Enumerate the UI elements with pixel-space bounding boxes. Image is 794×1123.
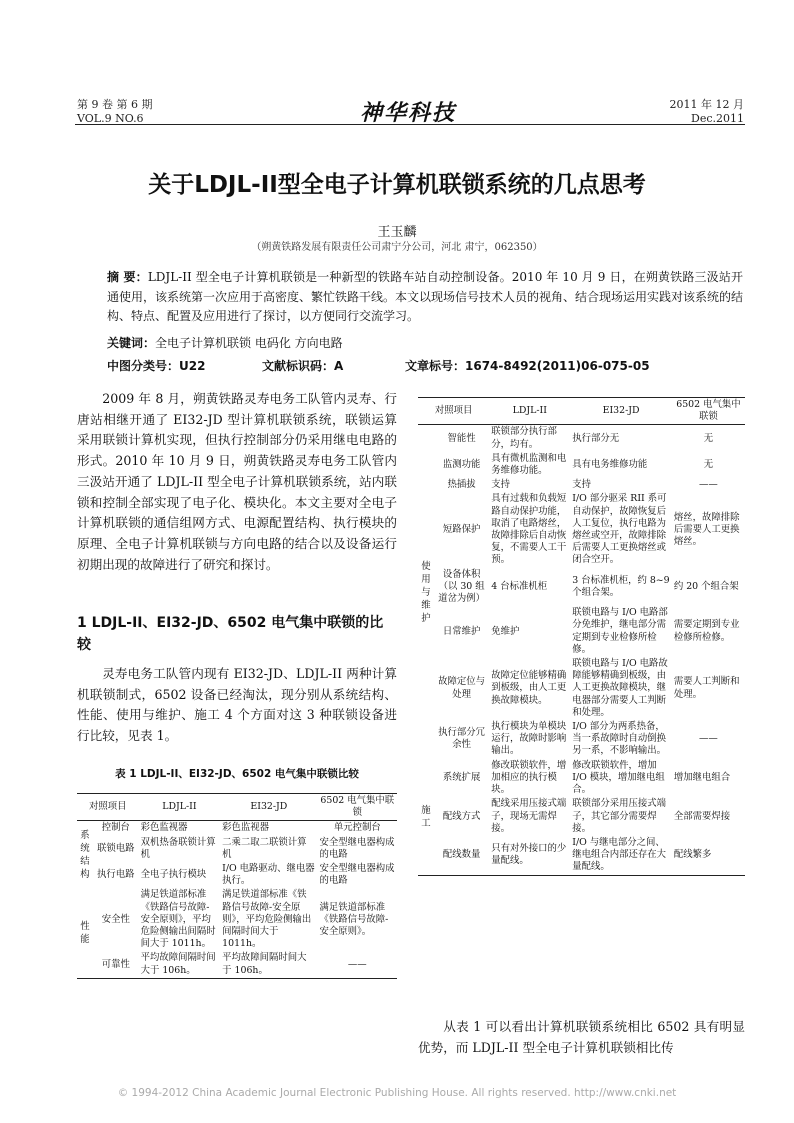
table-header: EI32-JD (602, 405, 640, 417)
table-header-row (77, 794, 397, 821)
table-cell: 需要人工判断和处理。 (673, 676, 740, 700)
table-cell: 全电子执行模块 (140, 869, 207, 881)
table-row (77, 888, 397, 951)
affiliation: （朔黄铁路发展有限责任公司肃宁分公司，河北 肃宁，062350） (251, 242, 543, 253)
table-cell: 联锁电路与 I/O 电路部分免维护，继电部分需定期到专业检修所检修。 (572, 607, 668, 655)
table-cell: 满足铁道部标准《铁路信号故障-安全原则》，平均危险侧输出间隔时间大于 1011h。 (140, 889, 216, 950)
copyright-footer: © 1994-2012 China Academic Journal Electronic Publishing House. All rights reserved. http://www.cnki.net (117, 1087, 677, 1099)
table-cell: 支持 (572, 479, 592, 491)
table-row (418, 425, 745, 452)
table-cell: 热插拔 (447, 479, 476, 491)
table-header: 6502 电气集中联锁 (676, 399, 741, 423)
table-header: 6502 电气集中联锁 (320, 795, 395, 819)
section-heading-1: 1 LDJL-II、EI32-JD、6502 电气集中联锁的比较 (77, 615, 384, 653)
conclusion-paragraph: 从表 1 可以看出计算机联锁系统相比 6502 具有明显优势，而 LDJL-II 型全电子计算机联锁相比传 (418, 1019, 745, 1055)
keywords-label: 关键词： (107, 336, 156, 350)
table-cell: 安全型继电器构成的电路 (319, 863, 395, 887)
table-cell: 智能性 (447, 432, 476, 444)
table-row (77, 862, 397, 888)
table-cell: 二乘二取二联锁计算机 (222, 836, 307, 860)
table-cell: 安全型继电器构成的电路 (319, 836, 395, 860)
table-cell: —— (347, 958, 367, 970)
table-cell: 具有微机监测和电务维修功能。 (491, 452, 567, 477)
table-cell: —— (699, 479, 718, 491)
keywords (107, 334, 343, 351)
group-label-construction: 施工 (418, 759, 434, 875)
table-cell: 故障定位能够精确到板级，由人工更换故障模块。 (491, 670, 567, 706)
comparison-table-left (77, 793, 397, 979)
table-cell: 单元控制台 (333, 822, 381, 834)
table-cell: 彩色监视器 (140, 822, 188, 834)
table-header: 对照项目 (434, 405, 473, 417)
comparison-table-right (418, 397, 745, 876)
table-cell: 联锁电路与 I/O 电路故障能够精确到板级，由人工更换故障模块，继电器部分需要人工判断和处理。 (572, 658, 668, 718)
table-cell: 设备体积（以 30 组道岔为例） (438, 568, 486, 605)
table-caption: 表 1 LDJL-II、EI32-JD、6502 电气集中联锁比较 (115, 768, 359, 780)
journal-logo: 神华科技 (360, 100, 457, 126)
header-rule (75, 124, 745, 125)
article-number: 文章标号：1674-8492(2011)06-075-05 (405, 359, 650, 373)
table-cell: 配线采用压接式端子，现场无需焊接。 (491, 798, 567, 834)
table-cell: 日常维护 (442, 625, 481, 637)
group-label-structure: 系统结构 (80, 829, 90, 880)
table-row (418, 836, 745, 875)
table-cell: 彩色监视器 (222, 822, 270, 834)
table-cell: 3 台标准机柜，约 8~9 个组合架。 (572, 574, 670, 598)
abstract-text: LDJL-II 型全电子计算机联锁是一种新型的铁路车站自动控制设备。2010 年 10 月 9 日，在朔黄铁路三汲站开通使用，该系统第一次应用于高密度、繁忙铁路干线。本文以现场信号技术人员的视角、结合现场运用实践对该系统的结构、特点、配置及应用进行了探讨，以方便同行交流学习。 (107, 270, 744, 323)
table-cell: 故障定位与处理 (438, 676, 486, 700)
table-cell: 控制台 (101, 822, 130, 834)
table-row (77, 951, 397, 978)
table-row (418, 452, 745, 478)
table-row (77, 836, 397, 862)
table-row (418, 720, 745, 759)
table-cell: 免维护 (491, 625, 520, 637)
table-cell: 全部需要焊接 (673, 810, 731, 822)
abstract-label: 摘 要： (107, 270, 148, 284)
table-cell: 修改联锁软件，增加 I/O 模块，增加继电组合。 (572, 759, 665, 796)
table-cell: 平均故障间隔时间大于 106h。 (222, 952, 307, 976)
table-header: 对照项目 (89, 801, 127, 813)
table-cell: 执行部分无 (572, 432, 620, 444)
table-cell: 增加继电组合 (673, 771, 731, 783)
table-cell: 支持 (491, 479, 511, 491)
table-cell: 修改联锁软件，增加相应的执行模块。 (491, 759, 567, 796)
table-cell: 具有过载和负载短路自动保护功能，取消了电路熔丝，故障排除后自动恢复，不需要人工干预。 (491, 493, 567, 566)
table-cell: 无 (703, 432, 714, 444)
table-cell: I/O 与继电部分之间、继电组合内部还存在大量配线。 (572, 836, 667, 873)
table-cell: 联锁电路 (97, 842, 135, 854)
table-cell: —— (699, 733, 718, 745)
table-row (418, 606, 745, 657)
table-header: LDJL-II (512, 405, 547, 417)
journal-volume-cn: 第 9 卷 第 6 期 (77, 98, 153, 111)
table-cell: 需要定期到专业检修所检修。 (673, 619, 740, 643)
table-cell: 只有对外接口的少量配线。 (491, 843, 567, 867)
table-cell: 监测功能 (442, 458, 481, 470)
clc-number: 中图分类号：U22 (107, 359, 206, 373)
paper-title: 关于LDJL-II型全电子计算机联锁系统的几点思考 (148, 172, 646, 198)
table-row (418, 657, 745, 720)
table-cell: 系统扩展 (442, 771, 481, 783)
table-cell: 配线方式 (442, 810, 481, 822)
abstract (107, 268, 743, 327)
table-cell: 短路保护 (442, 523, 481, 535)
table-header: LDJL-II (162, 801, 197, 813)
group-label-performance: 性能 (77, 888, 93, 978)
table-cell: 联锁部分采用压接式端子，其它部分需要焊接。 (572, 798, 667, 834)
group-label-maintenance: 使用与维护 (421, 560, 431, 624)
table-cell: 4 台标准机柜 (491, 580, 548, 592)
table-cell: 执行部分冗余性 (438, 727, 486, 751)
journal-volume-en: VOL.9 NO.6 (77, 112, 144, 125)
table-row (418, 759, 745, 798)
comparison-paragraph: 灵寿电务工队管内现有 EI32-JD、LDJL-II 两种计算机联锁制式，6502 设备已经淘汰，现分别从系统结构、性能、使用与维护、施工 4 个方面对这 3 种联锁设备进行比较，见表 1。 (77, 666, 397, 744)
table-cell: 配线繁多 (673, 849, 712, 861)
table-cell: I/O 部分驱采 RII 系可自动保护，故障恢复后人工复位，执行电路为熔丝或空开，故障排除后需要人工更换熔丝或闭合空开。 (572, 493, 667, 566)
table-cell: 平均故障间隔时间大于 106h。 (140, 952, 216, 976)
table-row (418, 492, 745, 567)
table-row (418, 797, 745, 836)
table-row (418, 478, 745, 492)
table-cell: 联锁部分执行部分，均有。 (491, 426, 557, 450)
table-row (77, 821, 397, 836)
table-cell: 满足铁道部标准《铁路信号故障-安全原则》。 (319, 901, 389, 938)
table-cell: I/O 电路驱动、继电器执行。 (222, 863, 315, 887)
author: 王玉麟 (377, 225, 417, 240)
table-cell: 双机热备联锁计算机 (140, 836, 216, 860)
table-cell: 配线数量 (442, 849, 481, 861)
table-cell: 熔丝，故障排除后需要人工更换熔丝。 (673, 511, 740, 548)
table-cell: 具有电务维修功能 (572, 458, 648, 470)
intro-paragraph: 2009 年 8 月，朔黄铁路灵寿电务工队管内灵寿、行唐站相继开通了 EI32-JD 型计算机联锁系统，联锁运算采用联锁计算机实现，但执行控制部分仍采用继电电路的形式。2010 年 10 月 9 日，朔黄铁路灵寿电务工队管内三汲站开通了 LDJL-II 型全电子计算机联锁系统，站内联锁和控制全部实现了电子化、模块化。本文主要对全电子计算机联锁的通信组网方式、电源配置结构、执行模块的原理、全电子计算机联锁与方向电路的结合以及设备运行初期出现的故障进行了研究和探讨。 (77, 391, 397, 572)
table-cell: I/O 部分为两系热备，当一系故障时自动倒换另一系，不影响输出。 (572, 721, 667, 757)
table-cell: 约 20 个组合架 (673, 580, 739, 592)
journal-date-en: Dec.2011 (691, 112, 744, 125)
journal-date-cn: 2011 年 12 月 (669, 98, 744, 111)
document-code: 文献标识码：A (262, 359, 344, 373)
table-cell: 执行模块为单模块运行，故障时影响输出。 (491, 721, 567, 757)
table-cell: 可靠性 (101, 958, 130, 970)
table-cell: 满足铁道部标准《铁路信号故障-安全原则》，平均危险侧输出间隔时间大于 1011h。 (222, 889, 312, 950)
table-row (418, 568, 745, 607)
table-cell: 安全性 (101, 913, 130, 925)
table-cell: 无 (703, 458, 714, 470)
table-header: EI32-JD (250, 801, 288, 813)
table-cell: 执行电路 (97, 869, 135, 881)
table-header-row (418, 398, 745, 425)
keywords-text: 全电子计算机联锁 电码化 方向电路 (155, 336, 343, 350)
